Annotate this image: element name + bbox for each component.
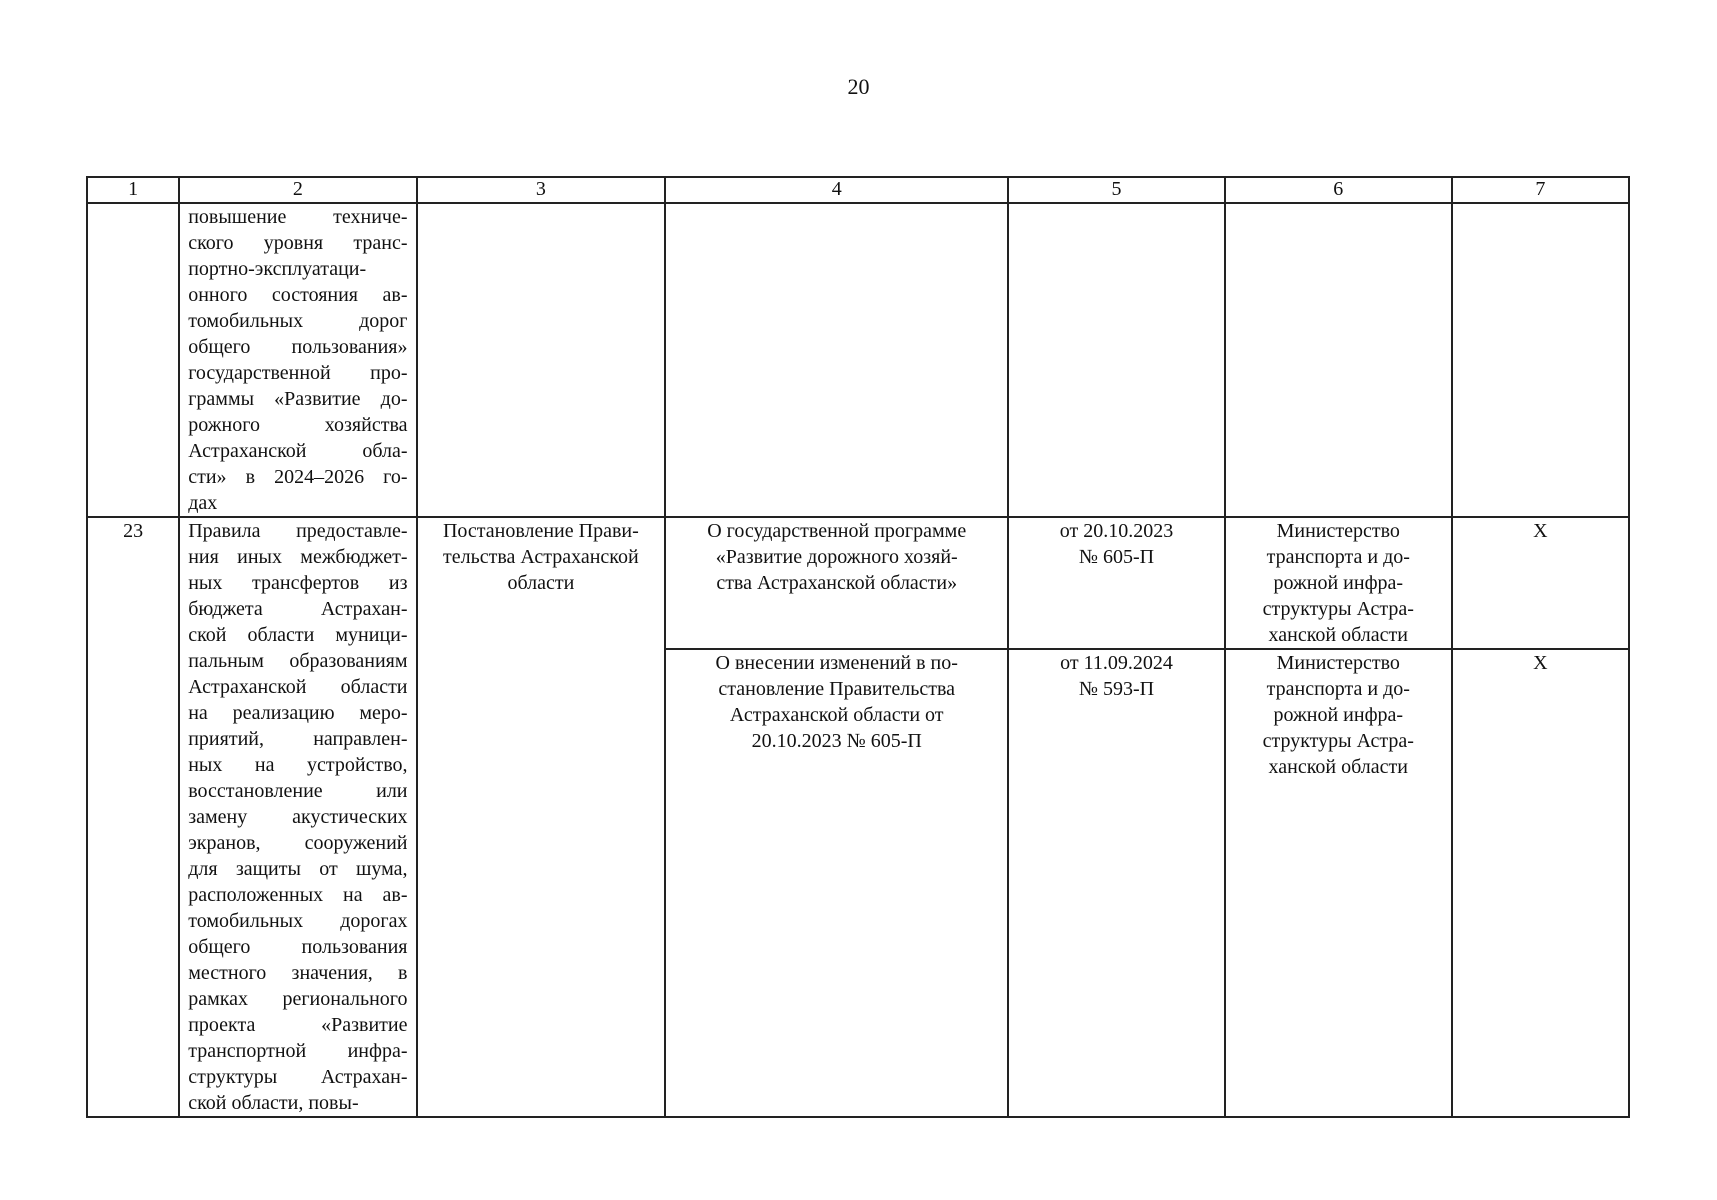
text-line: Правила предоставле- [188,520,408,542]
text-line: государственной про- [188,362,408,384]
header-col-3: 3 [417,177,666,203]
table-row-23-a [87,517,1629,649]
continuation-col-7 [1452,203,1629,517]
continuation-col-5 [1008,203,1225,517]
row-23-act-date-cell-1 [1008,517,1225,649]
text-line: Постановление Прави- [442,520,639,542]
text-line: для защиты от шума, [188,858,408,880]
row-23-responsible-cell-2 [1225,649,1452,1117]
text-line: местного значения, в [188,962,408,984]
text-line: расположенных на ав- [188,884,408,906]
continuation-col-6 [1225,203,1452,517]
table-row-continuation [87,203,1629,517]
text-line: области [507,572,575,594]
header-col-2: 2 [179,177,416,203]
text-line: повышение техниче- [188,206,408,228]
text-line: проекта «Развитие [188,1014,408,1036]
text-line: замену акустических [188,806,408,828]
text-line: сти» в 2024–2026 го- [188,466,408,488]
text-line: от 11.09.2024 [1060,652,1173,674]
continuation-col-4 [665,203,1008,517]
text-line: О внесении изменений в по- [715,652,958,674]
text-line: рожной инфра- [1273,572,1404,594]
text-line: онного состояния ав- [188,284,408,306]
text-line: О государственной программе [707,520,967,542]
row-23-mark-cell-2: X [1452,649,1629,1117]
header-col-5: 5 [1008,177,1225,203]
text-line: структуры Астра- [1262,730,1414,752]
text-line: от 20.10.2023 [1059,520,1174,542]
header-col-4: 4 [665,177,1008,203]
text-line: ных на устройство, [188,754,408,776]
row-23-mark-cell-1: X [1452,517,1629,649]
text-line: ского уровня транс- [188,232,408,254]
text-line: ханской области [1268,756,1408,778]
header-col-1: 1 [87,177,179,203]
text-line: томобильных дорог [188,310,408,332]
page-number: 20 [847,74,870,99]
text-line: транспортной инфра- [188,1040,408,1062]
text-line: транспорта и до- [1266,546,1410,568]
text-line: рожной инфра- [1273,704,1404,726]
text-line: ных трансфертов из [188,572,408,594]
text-line: приятий, направлен- [188,728,408,750]
text-line: томобильных дорогах [188,910,408,932]
text-line: Министерство [1276,520,1400,542]
text-line: Астраханской области от [729,704,944,726]
text-line: структуры Астра- [1262,598,1414,620]
continuation-col-3 [417,203,666,517]
row-23-name-cell [179,517,416,1117]
text-line: пальным образованиям [188,650,408,672]
text-line: рамках регионального [188,988,408,1010]
header-col-7: 7 [1452,177,1629,203]
text-line: экранов, сооружений [188,832,408,854]
text-line: общего пользования [188,936,408,958]
text-line: № 593-П [1078,678,1155,700]
legal-acts-table [86,176,1630,1118]
text-line: рожного хозяйства [188,414,408,436]
text-line: ской области муници- [188,624,408,646]
text-line: ханской области [1268,624,1408,646]
header-col-6: 6 [1225,177,1452,203]
row-23-act-title-cell-1 [665,517,1008,649]
row-23-responsible-cell-1 [1225,517,1452,649]
text-line: ской области, повы- [188,1092,359,1114]
text-line: портно-эксплуатаци- [188,258,367,280]
text-line: ния иных межбюджет- [188,546,408,568]
text-line: Астраханской обла- [188,440,408,462]
row-23-act-date-cell-2 [1008,649,1225,1117]
text-line: дах [188,492,218,514]
text-line: восстановление или [188,780,408,802]
text-line: Астраханской области [188,676,408,698]
text-line: граммы «Развитие до- [188,388,408,410]
table-header-row [87,177,1629,203]
text-line: бюджета Астрахан- [188,598,408,620]
text-line: № 605-П [1078,546,1155,568]
text-line: ства Астраханской области» [716,572,958,594]
continuation-col-1 [87,203,179,517]
text-line: тельства Астраханской [443,546,639,568]
text-line: Министерство [1276,652,1400,674]
text-line: становление Правительства [718,678,956,700]
text-line: транспорта и до- [1266,678,1410,700]
text-line: «Развитие дорожного хозяй- [715,546,958,568]
row-number-cell: 23 [87,517,179,1117]
row-23-act-title-cell-2 [665,649,1008,1117]
text-line: 20.10.2023 № 605-П [751,730,922,752]
text-line: общего пользования» [188,336,408,358]
text-line: структуры Астрахан- [188,1066,408,1088]
row-23-act-type-cell [417,517,666,1117]
continuation-name-cell [179,203,416,517]
text-line: на реализацию меро- [188,702,408,724]
